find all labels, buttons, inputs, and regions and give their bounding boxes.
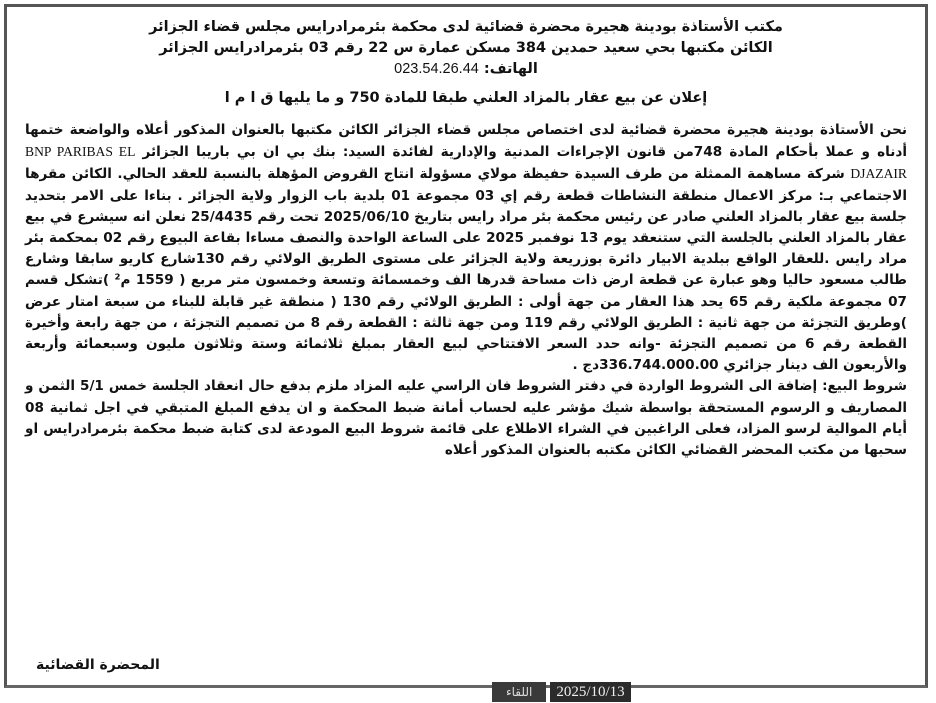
phone-line xyxy=(7,59,925,80)
signature-bailiff: المحضرة القضائية xyxy=(36,657,160,673)
notice-title: إعلان عن بيع عقار بالمزاد العلني طبقا للمادة 750 و ما يليها ق ا م ا xyxy=(224,90,708,106)
newspaper-name: اللقاء xyxy=(492,682,546,702)
paragraph-auction-details xyxy=(25,120,907,376)
paragraph-part: نحن الأستاذة بودينة هجيرة محضرة قضائية لدى اختصاص مجلس قضاء الجزائر الكائن مكتبها بالعنوان المذكور أعلاه والواضعة ختمها أدناه و عملا بأحكام المادة 748من قانون الإجراءات المدنية والإدارية لفائدة السيد: بنك بي ان بي باريبا الجزائر xyxy=(25,122,908,161)
paragraph-sale-conditions: شروط البيع: إضافة الى الشروط الواردة في دفتر الشروط فان الراسي عليه المزاد ملزم بدفع حال انعقاد الجلسة خمس 5/1 الثمن و المصاريف و الرسوم المستحقة بواسطة شيك مؤشر عليه لحساب أمانة ضبط المحكمة و ان يدفع المبلغ المتبقي في اجل ثمانية 08 أيام الموالية لرسو المزاد، فعلى الراغبين في الشراء الاطلاع على قائمة شروط البيع المودعة لدى كتابة ضبط محكمة بئرمرادرايس او سحبها من مكتب المحضر القضائي الكائن مكتبه بالعنوان المذكور أعلاه xyxy=(25,378,907,459)
paragraph-part: شركة مساهمة الممثلة من طرف السيدة حفيظة مولاي مسؤولة انتاج القروض المؤهلة بالنسبة للعقد الحالي. الكائن مقرها الاجتماعي بـ: مركز الاعمال منطقة النشاطات قطعة رقم إي 03 مجموعة 01 بلدية باب الزوار ولاية الجزائر . بناءا على الامر بتحديد جلسة بيع عقار بالمزاد العلني صادر عن رئيس محكمة بئر مراد رايس بتاريخ 2025/06/10 تحت رقم 25/4435 نعلن انه سيشرع في بيع عقار بالمزاد العلني بالجلسة التي ستنعقد يوم 13 نوفمبر 2025 على الساعة الواحدة والنصف مساءا بقاعة البيوع رقم 02 بمحكمة بئر مراد رايس .للعقار الواقع ببلدية الابيار دائرة بوزريعة ولاية الجزائر على مستوى الطريق الولائي رقم 130شارع كاريو سابقا وشارع طالب مسعود حاليا وهو عبارة عن قطعة ارض ذات مساحة قدرها الف وخمسمائة وتسعة وخمسون متر مربع ( 1559 م² )تشكل قسم 07 مجموعة ملكية رقم 65 يحد هذا العقار من جهة أولى : الطريق الولائي رقم 130 ( منطقة غير قابلة للبناء من سبعة امتار عرض )وطريق التجزئة من جهة ثانية : الطريق الولائي رقم 119 ومن جهة ثالثة : القطعة رقم 8 من تصميم التجزئة ، من جهة رابعة وأخيرة القطعة رقم 6 من تصميم التجزئة -وانه حدد السعر الافتتاحي لبيع العقار بمبلغ ثلاثمائة وستة وثلاثون مليون وسبعمائة وأربعة والأربعون الف دينار جزائري 336.744.000.00دج . xyxy=(25,166,907,374)
phone-number: 023.54.26.44 xyxy=(394,61,479,77)
legal-notice-frame xyxy=(4,4,928,688)
bank-name-latin: BNP PARIBAS EL DJAZAIR xyxy=(25,144,907,182)
phone-label: الهاتف: xyxy=(483,61,538,77)
publication-footer xyxy=(492,682,631,702)
office-line: مكتب الأستاذة بودينة هجيرة محضرة قضائية لدى محكمة بئرمرادرايس مجلس قضاء الجزائر xyxy=(149,19,783,35)
notice-header xyxy=(7,17,925,80)
publication-date: 2025/10/13 xyxy=(550,682,630,702)
address-line: الكائن مكتبها بحي سعيد حمدين 384 مسكن عمارة س 22 رقم 03 بئرمرادرايس الجزائر xyxy=(159,40,773,56)
notice-body xyxy=(7,120,925,461)
